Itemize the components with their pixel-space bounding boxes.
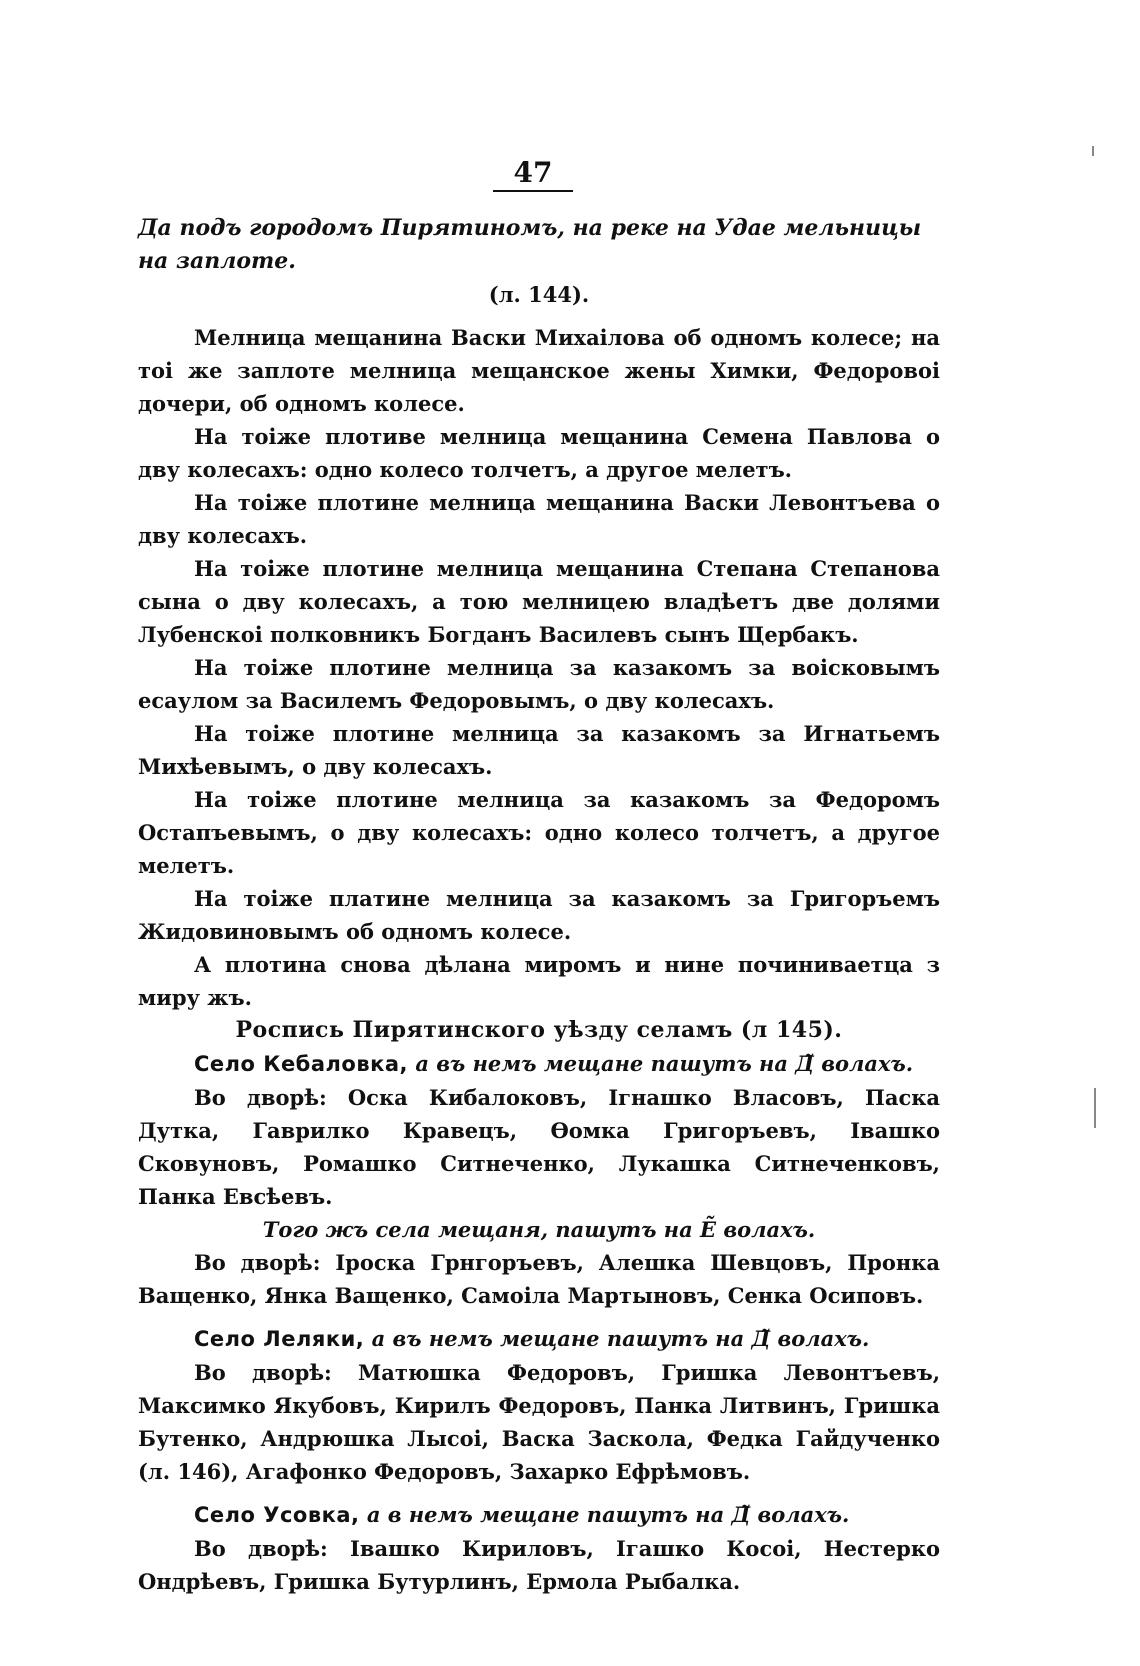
village-name: Село Леляки,: [194, 1327, 365, 1351]
village-heading: [138, 1498, 940, 1532]
village-description: а въ немъ мещане пашутъ на Д̃ волахъ.: [415, 1051, 914, 1076]
paragraph: На тоiже плотине мелница за казакомъ за воiсковымъ есаулом за Василемъ Федоровымъ, о дву колесахъ.: [138, 655, 940, 713]
household-list: Во дворѣ: Iвашко Кириловъ, Iгашко Косоi, Нестерко Ондрѣевъ, Гришка Бутурлинъ, Ермола Рыбалка.: [138, 1536, 940, 1594]
paragraph: Мелница мещанина Васки Михаiлова об одномъ колесе; на тоi же заплоте мелница мещанское жены Химки, Федоровоi дочери, об одномъ колесе.: [138, 325, 940, 416]
household-list: Во дворѣ: Iроска Грнгоръевъ, Алешка Шевцовъ, Пронка Ващенко, Янка Ващенко, Самоiла Мартыновъ, Сенка Осиповъ.: [138, 1250, 940, 1308]
paragraph: На тоiже плотиве мелница мещанина Семена Павлова о дву колесахъ: одно колесо толчетъ, а другое мелетъ.: [138, 424, 940, 482]
page-number: 47: [513, 156, 553, 189]
village-description: а въ немъ мещане пашутъ на Д̃ волахъ.: [371, 1326, 870, 1351]
village-heading: [138, 1322, 940, 1356]
village-name: Село Кебаловка,: [194, 1052, 409, 1076]
page-number-rule: [493, 190, 573, 192]
section-heading: Да подъ городомъ Пирятиномъ, на реке на Удае мельницы на заплоте.: [138, 215, 922, 274]
village-heading: [138, 1047, 940, 1081]
margin-mark: [1094, 1088, 1096, 1128]
household-list: Во дворѣ: Оска Кибалоковъ, Iгнашко Власовъ, Паска Дутка, Гаврилко Кравецъ, Ѳомка Григоръевъ, Iвашко Сковуновъ, Ромашко Ситнеченко, Лукашка Ситнеченковъ, Панка Евсѣевъ.: [138, 1085, 940, 1209]
village-name: Село Усовка,: [194, 1503, 360, 1527]
paragraph: На тоiже плотине мелница за казакомъ за Федоромъ Остапъевымъ, о дву колесахъ: одно колесо толчетъ, а другое мелетъ.: [138, 787, 940, 878]
paragraph: На тоiже плотине мелница мещанина Степана Степанова сына о дву колесахъ, а тою мелницею владѣетъ две долями Лубенскоi полковникъ Богданъ Василевъ сынъ Щербакъ.: [138, 556, 940, 647]
margin-mark: [1092, 146, 1094, 156]
household-list: Во дворѣ: Матюшка Федоровъ, Гришка Левонтъевъ, Максимко Якубовъ, Кирилъ Федоровъ, Панка Литвинъ, Гришка Бутенко, Андрюшка Лысоi, Васка Заскола, Федка Гайдученко (л. 146), Агафонко Федоровъ, Захарко Ефрѣмовъ.: [138, 1360, 940, 1484]
heading-reference: (л. 144).: [488, 282, 590, 307]
paragraph: А плотина снова дѣлана миромъ и нине починиваетца з миру жъ.: [138, 952, 940, 1010]
paragraph: На тоiже плотине мелница мещанина Васки Левонтъева о дву колесахъ.: [138, 490, 940, 548]
paragraph: На тоiже платине мелница за казакомъ за Григоръемъ Жидовиновымъ об одномъ колесе.: [138, 886, 940, 944]
paragraph: На тоiже плотине мелница за казакомъ за Игнатьемъ Михѣевымъ, о дву колесахъ.: [138, 721, 940, 779]
document-body: [138, 212, 940, 1598]
section-title: Роспись Пирятинского уѣзду селамъ (л 145).: [235, 1017, 843, 1043]
village-subheading: Того жъ села мещаня, пашутъ на Е̃ волахъ.: [262, 1217, 816, 1242]
village-description: а в немъ мещане пашутъ на Д̃ волахъ.: [366, 1502, 850, 1527]
